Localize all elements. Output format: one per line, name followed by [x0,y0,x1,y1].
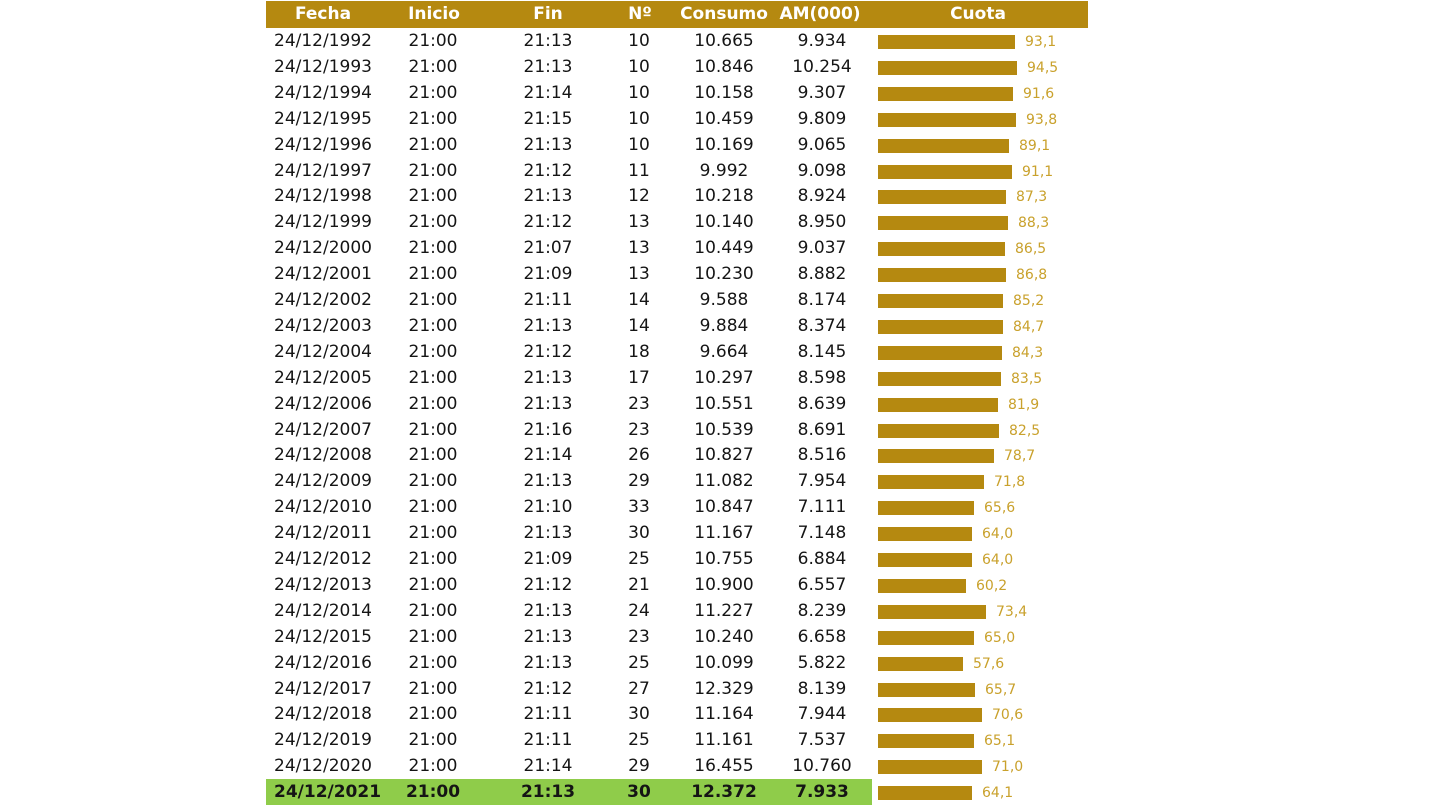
cell-inicio: 21:00 [408,31,458,51]
cuota-bar [878,579,966,593]
cell-fin: 21:15 [523,108,573,129]
cuota-label: 64,0 [982,552,1014,568]
cuota-bar [878,165,1012,179]
cuota-label: 87,3 [1016,189,1048,206]
cuota-bar [878,760,982,774]
cell-num: 10 [628,108,650,129]
cell-fecha: 24/12/1993 [274,56,372,77]
cell-fin: 21:12 [523,678,573,699]
table-row [0,572,1440,598]
table-row [0,598,1440,624]
cell-num: 25 [628,652,650,673]
cell-num: 17 [628,367,650,388]
cell-inicio: 21:00 [408,367,458,388]
cell-fin: 21:11 [523,704,573,725]
cell-consumo: 10.240 [694,626,754,647]
cell-consumo: 9.884 [699,315,749,336]
cell-num: 10 [628,82,650,103]
table-row [0,779,1440,805]
cuota-label: 85,2 [1013,293,1045,309]
table-row [0,158,1440,184]
table-row [0,650,1440,676]
cell-fecha: 24/12/2019 [274,730,372,751]
cuota-bar [878,734,974,748]
cell-consumo: 10.297 [694,367,754,388]
cell-inicio: 21:00 [408,238,458,259]
cell-fecha: 24/12/2000 [274,238,372,259]
cuota-label: 70,6 [992,707,1024,724]
cell-am: 8.691 [797,419,847,440]
cell-fecha: 24/12/2016 [274,652,372,673]
cell-fecha: 24/12/2010 [274,497,372,518]
cell-am: 7.148 [797,523,847,544]
table-row [0,391,1440,417]
table-row [0,520,1440,546]
cell-am: 9.307 [797,82,847,103]
cell-fin: 21:09 [523,264,573,285]
header-inicio: Inicio [408,4,460,24]
cuota-bar [878,35,1015,49]
table-row [0,54,1440,80]
cell-inicio: 21:00 [408,160,458,181]
cell-fecha: 24/12/2006 [274,393,372,414]
cuota-label: 73,4 [996,603,1028,620]
cell-consumo: 10.551 [694,393,754,414]
cell-num: 30 [627,782,651,803]
cell-fecha: 24/12/2020 [274,756,372,777]
cell-fin: 21:13 [523,315,573,336]
cuota-label: 89,1 [1019,137,1051,154]
cell-inicio: 21:00 [408,704,458,725]
cell-am: 9.934 [797,31,847,51]
cell-consumo: 10.218 [694,186,754,207]
cell-am: 7.537 [797,730,847,751]
cell-consumo: 10.169 [694,134,754,155]
cuota-bar [878,139,1009,153]
table-row [0,261,1440,287]
cell-fecha: 24/12/2012 [274,549,372,569]
cell-inicio: 21:00 [408,212,458,233]
cell-consumo: 10.827 [694,445,754,466]
cell-fecha: 24/12/1999 [274,212,372,233]
cell-inicio: 21:00 [408,134,458,155]
cuota-label: 88,3 [1018,215,1050,232]
cell-am: 10.254 [792,56,852,77]
cell-fin: 21:12 [523,341,573,362]
cell-am: 8.516 [797,445,847,466]
cell-fin: 21:14 [523,82,573,103]
cuota-bar [878,87,1013,101]
cuota-bar [878,501,974,515]
table-row [0,106,1440,132]
cuota-label: 64,1 [982,785,1014,802]
cell-consumo: 10.846 [694,56,754,77]
cell-consumo: 11.161 [694,730,754,751]
cuota-bar [878,242,1005,256]
cuota-bar [878,708,982,722]
table-row [0,209,1440,235]
cell-fin: 21:13 [523,626,573,647]
cell-fecha: 24/12/1994 [274,82,372,103]
table-row [0,753,1440,779]
table-row [0,468,1440,494]
cell-fecha: 24/12/2011 [274,523,372,544]
table-row [0,442,1440,468]
cell-fin: 21:13 [523,186,573,207]
cuota-bar [878,216,1008,230]
cuota-label: 65,1 [984,733,1016,750]
cuota-bar [878,553,972,567]
cell-fecha: 24/12/2017 [274,678,372,699]
cuota-label: 84,7 [1013,318,1045,335]
table-row [0,313,1440,339]
cell-am: 5.822 [797,652,847,673]
cuota-bar [878,449,994,463]
cell-num: 21 [628,574,650,595]
cell-inicio: 21:00 [408,600,458,621]
cuota-bar [878,61,1017,75]
cuota-label: 65,6 [984,500,1016,517]
cell-inicio: 21:00 [408,574,458,595]
cuota-bar [878,631,974,645]
cuota-label: 71,0 [992,759,1024,776]
cuota-bar [878,527,972,541]
cuota-bar [878,294,1003,308]
cell-consumo: 10.230 [694,264,754,285]
cell-consumo: 10.459 [694,108,754,129]
cell-consumo: 10.847 [694,497,754,518]
cuota-bar [878,657,963,671]
cell-am: 7.933 [795,782,849,803]
cuota-label: 57,6 [973,655,1005,672]
header-num: Nº [628,4,652,24]
cuota-label: 78,7 [1004,448,1036,465]
header-am: AM(000) [779,4,861,24]
cuota-label: 91,6 [1023,85,1055,102]
cuota-bar [878,372,1001,386]
cell-fin: 21:13 [523,56,573,77]
cell-fecha: 24/12/1996 [274,134,372,155]
cell-am: 8.950 [797,212,847,233]
cell-inicio: 21:00 [408,56,458,77]
cuota-bar [878,113,1016,127]
cuota-label: 94,5 [1027,59,1059,76]
cuota-label: 86,5 [1015,241,1047,258]
cell-consumo: 11.164 [694,704,754,725]
cell-am: 9.065 [797,134,847,155]
cuota-bar [878,786,972,800]
cell-am: 8.145 [797,341,847,362]
cell-inicio: 21:00 [408,264,458,285]
cell-inicio: 21:00 [408,626,458,647]
cell-fecha: 24/12/2004 [274,341,372,362]
cell-num: 14 [628,315,650,336]
cell-am: 8.374 [797,315,847,336]
cell-consumo: 9.992 [699,160,749,181]
cell-consumo: 10.158 [694,82,754,103]
cell-num: 18 [628,341,650,362]
cell-fin: 21:16 [523,419,573,440]
cell-num: 10 [628,31,650,51]
table-row [0,701,1440,727]
cell-num: 23 [628,393,650,414]
cuota-label: 86,8 [1016,267,1048,284]
cell-num: 13 [628,238,650,259]
cell-inicio: 21:00 [408,82,458,103]
cell-fin: 21:13 [523,393,573,414]
cell-num: 23 [628,626,650,647]
cell-fin: 21:13 [523,31,573,51]
cell-num: 14 [628,290,650,310]
cell-num: 10 [628,134,650,155]
cell-num: 25 [628,730,650,751]
cuota-bar [878,398,998,412]
table-row [0,546,1440,572]
cuota-bar [878,683,975,697]
cell-am: 9.037 [797,238,847,259]
cell-inicio: 21:00 [408,419,458,440]
cell-consumo: 10.755 [694,549,754,569]
cell-fecha: 24/12/2001 [274,264,372,285]
table-row [0,183,1440,209]
cell-num: 26 [628,445,650,466]
cell-fecha: 24/12/2018 [274,704,372,725]
cell-num: 10 [628,56,650,77]
cell-fecha: 24/12/2015 [274,626,372,647]
cell-am: 6.557 [797,574,847,595]
cell-fin: 21:13 [523,134,573,155]
cell-num: 13 [628,212,650,233]
cell-fecha: 24/12/2014 [274,600,372,621]
cell-consumo: 12.372 [691,782,757,803]
cell-am: 8.639 [797,393,847,414]
cell-num: 30 [628,523,650,544]
cell-consumo: 12.329 [694,678,754,699]
cell-fecha: 24/12/2013 [274,574,372,595]
cell-fecha: 24/12/2021 [274,782,382,803]
cell-consumo: 11.227 [694,600,754,621]
cell-fin: 21:13 [523,652,573,673]
cell-am: 8.174 [797,290,847,310]
cell-consumo: 10.140 [694,212,754,233]
cell-fecha: 24/12/1997 [274,160,372,181]
cell-inicio: 21:00 [408,730,458,751]
cell-num: 13 [628,264,650,285]
cell-am: 7.111 [797,497,847,518]
cell-fin: 21:11 [523,290,573,310]
cell-fin: 21:13 [520,782,576,803]
table-row [0,624,1440,650]
cuota-label: 91,1 [1022,163,1054,180]
cuota-label: 83,5 [1011,370,1043,387]
cell-consumo: 11.167 [694,523,754,544]
cell-num: 29 [628,471,650,492]
cell-fecha: 24/12/2002 [274,290,372,310]
cell-inicio: 21:00 [408,315,458,336]
cell-consumo: 9.664 [699,341,749,362]
cell-am: 9.098 [797,160,847,181]
cell-am: 8.924 [797,186,847,207]
cuota-bar [878,605,986,619]
cuota-bar [878,475,984,489]
cell-consumo: 10.539 [694,419,754,440]
table-row [0,132,1440,158]
cell-num: 29 [628,756,650,777]
cell-inicio: 21:00 [408,678,458,699]
cell-inicio: 21:00 [408,341,458,362]
cuota-bar [878,424,999,438]
cuota-label: 93,8 [1026,111,1058,128]
cell-fin: 21:13 [523,523,573,544]
table-row [0,417,1440,443]
cuota-bar [878,320,1003,334]
header-fecha: Fecha [294,4,352,24]
cell-inicio: 21:00 [408,186,458,207]
cell-fecha: 24/12/2005 [274,367,372,388]
cuota-label: 82,5 [1009,422,1041,439]
cell-fin: 21:10 [523,497,573,518]
cell-consumo: 10.900 [694,574,754,595]
table-row [0,80,1440,106]
cell-inicio: 21:00 [408,652,458,673]
cell-inicio: 21:00 [408,549,458,569]
cell-fecha: 24/12/2009 [274,471,372,492]
cell-num: 30 [628,704,650,725]
cell-fin: 21:13 [523,600,573,621]
cell-fecha: 24/12/1995 [274,108,372,129]
cell-consumo: 10.099 [694,652,754,673]
cell-inicio: 21:00 [408,445,458,466]
cell-inicio: 21:00 [408,471,458,492]
header-cuota: Cuota [950,4,1006,24]
cell-consumo: 11.082 [694,471,754,492]
cell-fecha: 24/12/2008 [274,445,372,466]
cell-am: 7.944 [797,704,847,725]
cell-fin: 21:14 [523,756,573,777]
table-row [0,28,1440,54]
cell-consumo: 9.588 [699,290,749,310]
cell-inicio: 21:00 [408,523,458,544]
cell-fin: 21:14 [523,445,573,466]
cell-am: 10.760 [792,756,852,777]
cell-am: 8.882 [797,264,847,285]
cell-inicio: 21:00 [408,393,458,414]
cell-fin: 21:09 [523,549,573,569]
cell-am: 8.139 [797,678,847,699]
cuota-label: 84,3 [1012,344,1044,361]
cell-num: 23 [628,419,650,440]
cuota-bar [878,346,1002,360]
cell-num: 11 [628,160,650,181]
cell-num: 33 [628,497,650,518]
cell-am: 7.954 [797,471,847,492]
cuota-bar [878,190,1006,204]
header-consumo: Consumo [680,4,768,24]
cell-num: 24 [628,600,650,621]
table-row [0,339,1440,365]
cell-am: 8.239 [797,600,847,621]
cell-fin: 21:12 [523,574,573,595]
cell-consumo: 10.449 [694,238,754,259]
cell-am: 6.884 [797,549,847,569]
cell-fecha: 24/12/1992 [274,31,372,51]
cell-inicio: 21:00 [408,756,458,777]
cell-num: 12 [628,186,650,207]
cell-inicio: 21:00 [408,497,458,518]
cell-fin: 21:13 [523,367,573,388]
cuota-label: 60,2 [976,577,1008,594]
cell-fin: 21:12 [523,160,573,181]
table-row [0,494,1440,520]
cell-fin: 21:07 [523,238,573,259]
cell-inicio: 21:00 [408,290,458,310]
cell-fecha: 24/12/2003 [274,315,372,336]
table-row [0,676,1440,702]
cell-fin: 21:11 [523,730,573,751]
cuota-label: 71,8 [994,474,1026,491]
cell-fin: 21:13 [523,471,573,492]
cell-am: 6.658 [797,626,847,647]
cell-am: 9.809 [797,108,847,129]
cell-consumo: 10.665 [694,31,754,51]
table-row [0,287,1440,313]
cuota-bar [878,268,1006,282]
cell-fin: 21:12 [523,212,573,233]
cuota-label: 65,0 [984,629,1016,646]
table-row [0,235,1440,261]
cuota-label: 64,0 [982,526,1014,543]
cuota-label: 93,1 [1025,34,1057,50]
table-row [0,727,1440,753]
cell-fecha: 24/12/1998 [274,186,372,207]
cell-inicio: 21:00 [405,782,461,803]
cell-num: 25 [628,549,650,569]
cell-consumo: 16.455 [694,756,754,777]
table-row [0,365,1440,391]
cell-inicio: 21:00 [408,108,458,129]
cell-fecha: 24/12/2007 [274,419,372,440]
cuota-label: 65,7 [985,681,1017,698]
cell-num: 27 [628,678,650,699]
cuota-label: 81,9 [1008,396,1040,413]
cell-am: 8.598 [797,367,847,388]
header-fin: Fin [533,4,563,24]
